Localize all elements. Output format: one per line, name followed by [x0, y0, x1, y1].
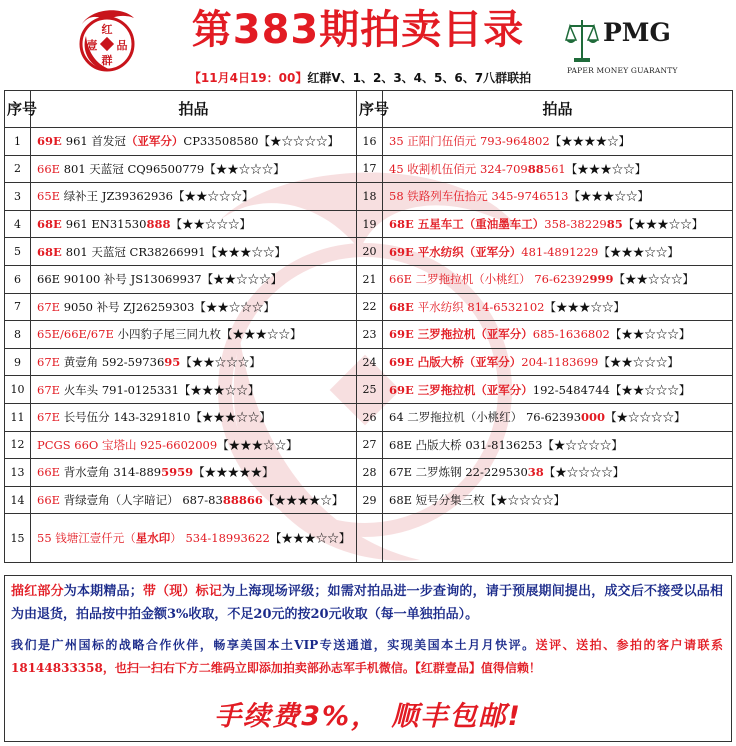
fee-banner: 手续费3%， 顺丰包邮!: [214, 701, 522, 732]
item-text: 【★★☆☆☆】: [201, 272, 283, 287]
item-text: 801 天蓝冠 CR38266991: [65, 244, 206, 259]
lot-item: [31, 155, 357, 183]
terms-text: 为上海现场评级；如需对拍品进一步查询的，请于预展期间提出，成交后不接受以品相为由退货，拍品按中拍金额3%收取，不足20元的按20元收取（每一单独拍品）。: [11, 584, 723, 622]
notes-panel: [4, 575, 732, 742]
item-text: 【★★☆☆☆】: [204, 161, 285, 176]
item-text: 67E: [37, 382, 64, 397]
logo-char: 壹: [86, 39, 98, 52]
item-text: 67E 二罗炼钢 22-229530: [389, 465, 528, 480]
lot-item: [31, 514, 357, 563]
lot-item: [383, 376, 733, 404]
lot-item: [31, 348, 357, 376]
lot-item: [383, 210, 733, 238]
lot-number: 7: [5, 293, 31, 321]
item-text: 64 二罗拖拉机（小桃红） 76-62393: [389, 410, 582, 425]
item-text: 69E: [389, 382, 418, 397]
item-text: 69E: [389, 244, 418, 259]
lot-item: [31, 376, 357, 404]
lot-number: 18: [357, 183, 383, 211]
item-text: 【★★☆☆☆】: [598, 355, 679, 370]
item-text: 999: [589, 272, 614, 287]
lot-number: 8: [5, 321, 31, 349]
lot-item: [31, 486, 357, 514]
item-text: 【★☆☆☆☆】: [543, 465, 625, 480]
item-text: 5959: [161, 465, 194, 480]
item-text: ） 534-18993622: [170, 531, 270, 546]
terms-highlight: 描红部分: [11, 584, 64, 599]
lot-number: 5: [5, 238, 31, 266]
lot-item: [31, 403, 357, 431]
item-text: 【★★★☆☆】: [217, 437, 298, 452]
lot-number: 1: [5, 128, 31, 156]
catalog-header-row: [5, 91, 733, 128]
item-text: 95: [164, 355, 181, 370]
item-text: 65E: [37, 189, 64, 204]
item-text: 背绿壹角（人字暗记） 687-83: [63, 493, 223, 508]
table-row: [5, 293, 733, 321]
lot-number: 12: [5, 431, 31, 459]
item-text: 67E: [37, 355, 64, 370]
col-no-header: 序号: [357, 91, 383, 128]
item-text: CP33508580: [183, 134, 259, 149]
item-text: 68E: [389, 217, 418, 232]
item-text: 星水印: [135, 531, 171, 546]
table-row: [5, 459, 733, 487]
item-text: 三罗拖拉机（亚军分）: [417, 382, 533, 397]
item-text: 【★★★☆☆】: [598, 244, 679, 259]
lot-item: [383, 486, 733, 514]
item-text: 【★★★★☆】: [262, 493, 344, 508]
item-text: 69E: [389, 355, 418, 370]
item-text: 67E: [37, 299, 64, 314]
item-text: 【★★☆☆☆】: [609, 327, 691, 342]
item-text: 【★★★☆☆】: [205, 244, 287, 259]
item-text: （亚军分）: [125, 134, 184, 149]
lot-number: 25: [357, 376, 383, 404]
item-text: 204-1183699: [521, 355, 599, 370]
item-text: 38: [527, 465, 544, 480]
col-item-header: 拍品: [383, 91, 733, 128]
lot-number: 28: [357, 459, 383, 487]
item-text: 凸版大桥（亚军分）: [417, 355, 522, 370]
item-text: 45 收割机伍佰元 324-709: [389, 161, 528, 176]
auction-date: 【11月4日19：00】: [188, 71, 308, 85]
item-text: 长号伍分 143-3291810: [63, 410, 191, 425]
contact-text: 送评、送拍、参拍的客户请联系18144833358，也扫一扫右下方二维码立即添加拍卖部孙志军手机微信。【红群壹品】值得信赖！: [11, 638, 723, 675]
partner-note: [11, 634, 723, 680]
item-text: 90100 补号 JS13069937: [63, 272, 202, 287]
item-text: 五星车工（重油墨车工）: [417, 217, 545, 232]
item-text: 平水纺织（亚军分）: [417, 244, 522, 259]
item-text: 68E 凸版大桥 031-8136253: [389, 437, 543, 452]
item-text: 192-5484744: [532, 382, 610, 397]
item-text: 【★★☆☆☆】: [172, 189, 254, 204]
lot-item: [383, 128, 733, 156]
terms-highlight: 带（现）标记: [142, 584, 223, 599]
item-text: 【★★★☆☆】: [221, 327, 302, 342]
item-text: 961 首发冠: [65, 134, 126, 149]
terms-note: [11, 580, 723, 626]
item-text: 绿补王 JZ39362936: [63, 189, 173, 204]
table-row: [5, 348, 733, 376]
table-row: [5, 155, 733, 183]
table-row: [5, 514, 733, 563]
lot-item: [383, 348, 733, 376]
item-text: 58 铁路列车伍拾元 345-9746513: [389, 189, 569, 204]
item-text: 66E: [37, 465, 64, 480]
item-text: 【★★★☆☆】: [544, 299, 625, 314]
item-text: 【★☆☆☆☆】: [484, 493, 566, 508]
table-row: [5, 486, 733, 514]
lot-number: 2: [5, 155, 31, 183]
item-text: 黄壹角 592-59736: [63, 355, 165, 370]
header: [0, 0, 736, 90]
item-text: 67E: [37, 410, 64, 425]
pmg-brand: PMG: [603, 18, 671, 47]
lot-number: 13: [5, 459, 31, 487]
lot-number: 23: [357, 321, 383, 349]
table-row: [5, 431, 733, 459]
lot-item: [383, 155, 733, 183]
item-text: 66E: [37, 272, 64, 287]
lot-number: 9: [5, 348, 31, 376]
lot-item: [383, 321, 733, 349]
item-text: 【★★★☆☆】: [178, 382, 260, 397]
item-text: 88866: [222, 493, 263, 508]
logo-char: 品: [116, 39, 128, 52]
item-text: 9050 补号 ZJ26259303: [63, 299, 195, 314]
item-text: 88: [527, 161, 544, 176]
table-row: [5, 210, 733, 238]
lot-number: 6: [5, 265, 31, 293]
item-text: 背水壹角 314-889: [63, 465, 162, 480]
lot-item: [31, 238, 357, 266]
item-text: 35 正阳门伍佰元 793-964802: [389, 134, 550, 149]
item-text: 685-1636802: [532, 327, 610, 342]
item-text: 【★★★☆☆】: [190, 410, 271, 425]
table-row: [5, 265, 733, 293]
item-text: 68E 短号分集三枚: [389, 493, 485, 508]
lot-item: [383, 183, 733, 211]
item-text: 68E: [389, 299, 418, 314]
item-text: 【★★★☆☆】: [565, 161, 647, 176]
lot-number: 20: [357, 238, 383, 266]
pmg-subtitle: PAPER MONEY GUARANTY: [567, 66, 678, 75]
lot-item: [31, 265, 357, 293]
item-text: 【★☆☆☆☆】: [542, 437, 623, 452]
item-text: 888: [146, 217, 171, 232]
item-text: 【★★☆☆☆】: [170, 217, 251, 232]
item-text: 【★☆☆☆☆】: [258, 134, 339, 149]
item-text: 66E: [37, 161, 64, 176]
table-row: [5, 376, 733, 404]
item-text: 69E: [389, 327, 418, 342]
lot-item: [383, 238, 733, 266]
lot-number: 14: [5, 486, 31, 514]
lot-item: [31, 128, 357, 156]
item-text: 68E: [37, 244, 66, 259]
item-text: 【★★☆☆☆】: [180, 355, 261, 370]
lot-number: 17: [357, 155, 383, 183]
lot-number: 22: [357, 293, 383, 321]
logo-char: 红: [101, 23, 113, 36]
lot-number: 29: [357, 486, 383, 514]
lot-item: [383, 403, 733, 431]
logo-char: 群: [101, 54, 113, 67]
item-text: 801 天蓝冠 CQ96500779: [63, 161, 205, 176]
lot-item: [383, 265, 733, 293]
lot-number: 27: [357, 431, 383, 459]
table-row: [5, 403, 733, 431]
col-no-header: 序号: [5, 91, 31, 128]
item-text: 85: [606, 217, 623, 232]
table-row: [5, 238, 733, 266]
item-text: 66E 二罗拖拉机（小桃红） 76-62392: [389, 272, 590, 287]
table-row: [5, 128, 733, 156]
item-text: 【★★☆☆☆】: [609, 382, 691, 397]
table-row: [5, 321, 733, 349]
lot-number: 19: [357, 210, 383, 238]
item-text: 三罗拖拉机（亚军分）: [417, 327, 533, 342]
item-text: 69E: [37, 134, 66, 149]
terms-text: 为本期精品；: [63, 584, 143, 599]
item-text: 【★★★★★】: [193, 465, 274, 480]
item-text: 561: [543, 161, 566, 176]
item-text: 【★★☆☆☆】: [194, 299, 275, 314]
catalog-table: [4, 90, 733, 563]
item-text: 平水纺织 814-6532102: [417, 299, 545, 314]
item-text: 68E: [37, 217, 66, 232]
lot-number: 3: [5, 183, 31, 211]
item-text: 【★★★★☆】: [549, 134, 631, 149]
item-text: 小四豹子尾三同九枚: [117, 327, 221, 342]
lot-item: [31, 183, 357, 211]
item-text: 【★★★☆☆】: [568, 189, 649, 204]
lot-item: [383, 459, 733, 487]
item-text: 火车头 791-0125331: [63, 382, 179, 397]
page-title: 第383期拍卖目录: [191, 7, 525, 53]
lot-item: [31, 431, 357, 459]
lot-number: [357, 514, 383, 563]
item-text: PCGS 66O 宝塔山 925-6602009: [37, 437, 218, 452]
item-text: 481-4891229: [521, 244, 599, 259]
lot-item: [383, 514, 733, 563]
partner-text: 我们是广州国标的战略合作伙伴，畅享美国本土VIP专送通道，实现美国本土月月快评。: [11, 638, 536, 652]
lot-number: 4: [5, 210, 31, 238]
item-text: 961 EN31530: [65, 217, 147, 232]
lot-item: [31, 459, 357, 487]
lot-item: [31, 210, 357, 238]
lot-number: 26: [357, 403, 383, 431]
item-text: 【★☆☆☆☆】: [605, 410, 686, 425]
lot-item: [31, 293, 357, 321]
item-text: 【★★★☆☆】: [269, 531, 351, 546]
item-text: 000: [581, 410, 606, 425]
lot-number: 15: [5, 514, 31, 563]
lot-number: 10: [5, 376, 31, 404]
item-text: 【★★☆☆☆】: [613, 272, 694, 287]
hongqun-yipin-logo: [72, 6, 142, 76]
item-text: 66E: [37, 493, 64, 508]
table-row: [5, 183, 733, 211]
lot-number: 16: [357, 128, 383, 156]
lot-number: 21: [357, 265, 383, 293]
auction-subtitle: [170, 70, 550, 86]
item-text: 【★★★☆☆】: [622, 217, 704, 232]
item-text: 65E/66E/67E: [37, 327, 118, 342]
auction-groups: 红群V、1、2、3、4、5、6、7八群联拍: [307, 71, 532, 85]
item-text: 55 钱塘江壹仟元（: [37, 531, 136, 546]
lot-item: [383, 293, 733, 321]
lot-item: [31, 321, 357, 349]
lot-item: [383, 431, 733, 459]
lot-number: 24: [357, 348, 383, 376]
lot-number: 11: [5, 403, 31, 431]
item-text: 358-38229: [544, 217, 607, 232]
col-item-header: 拍品: [31, 91, 357, 128]
